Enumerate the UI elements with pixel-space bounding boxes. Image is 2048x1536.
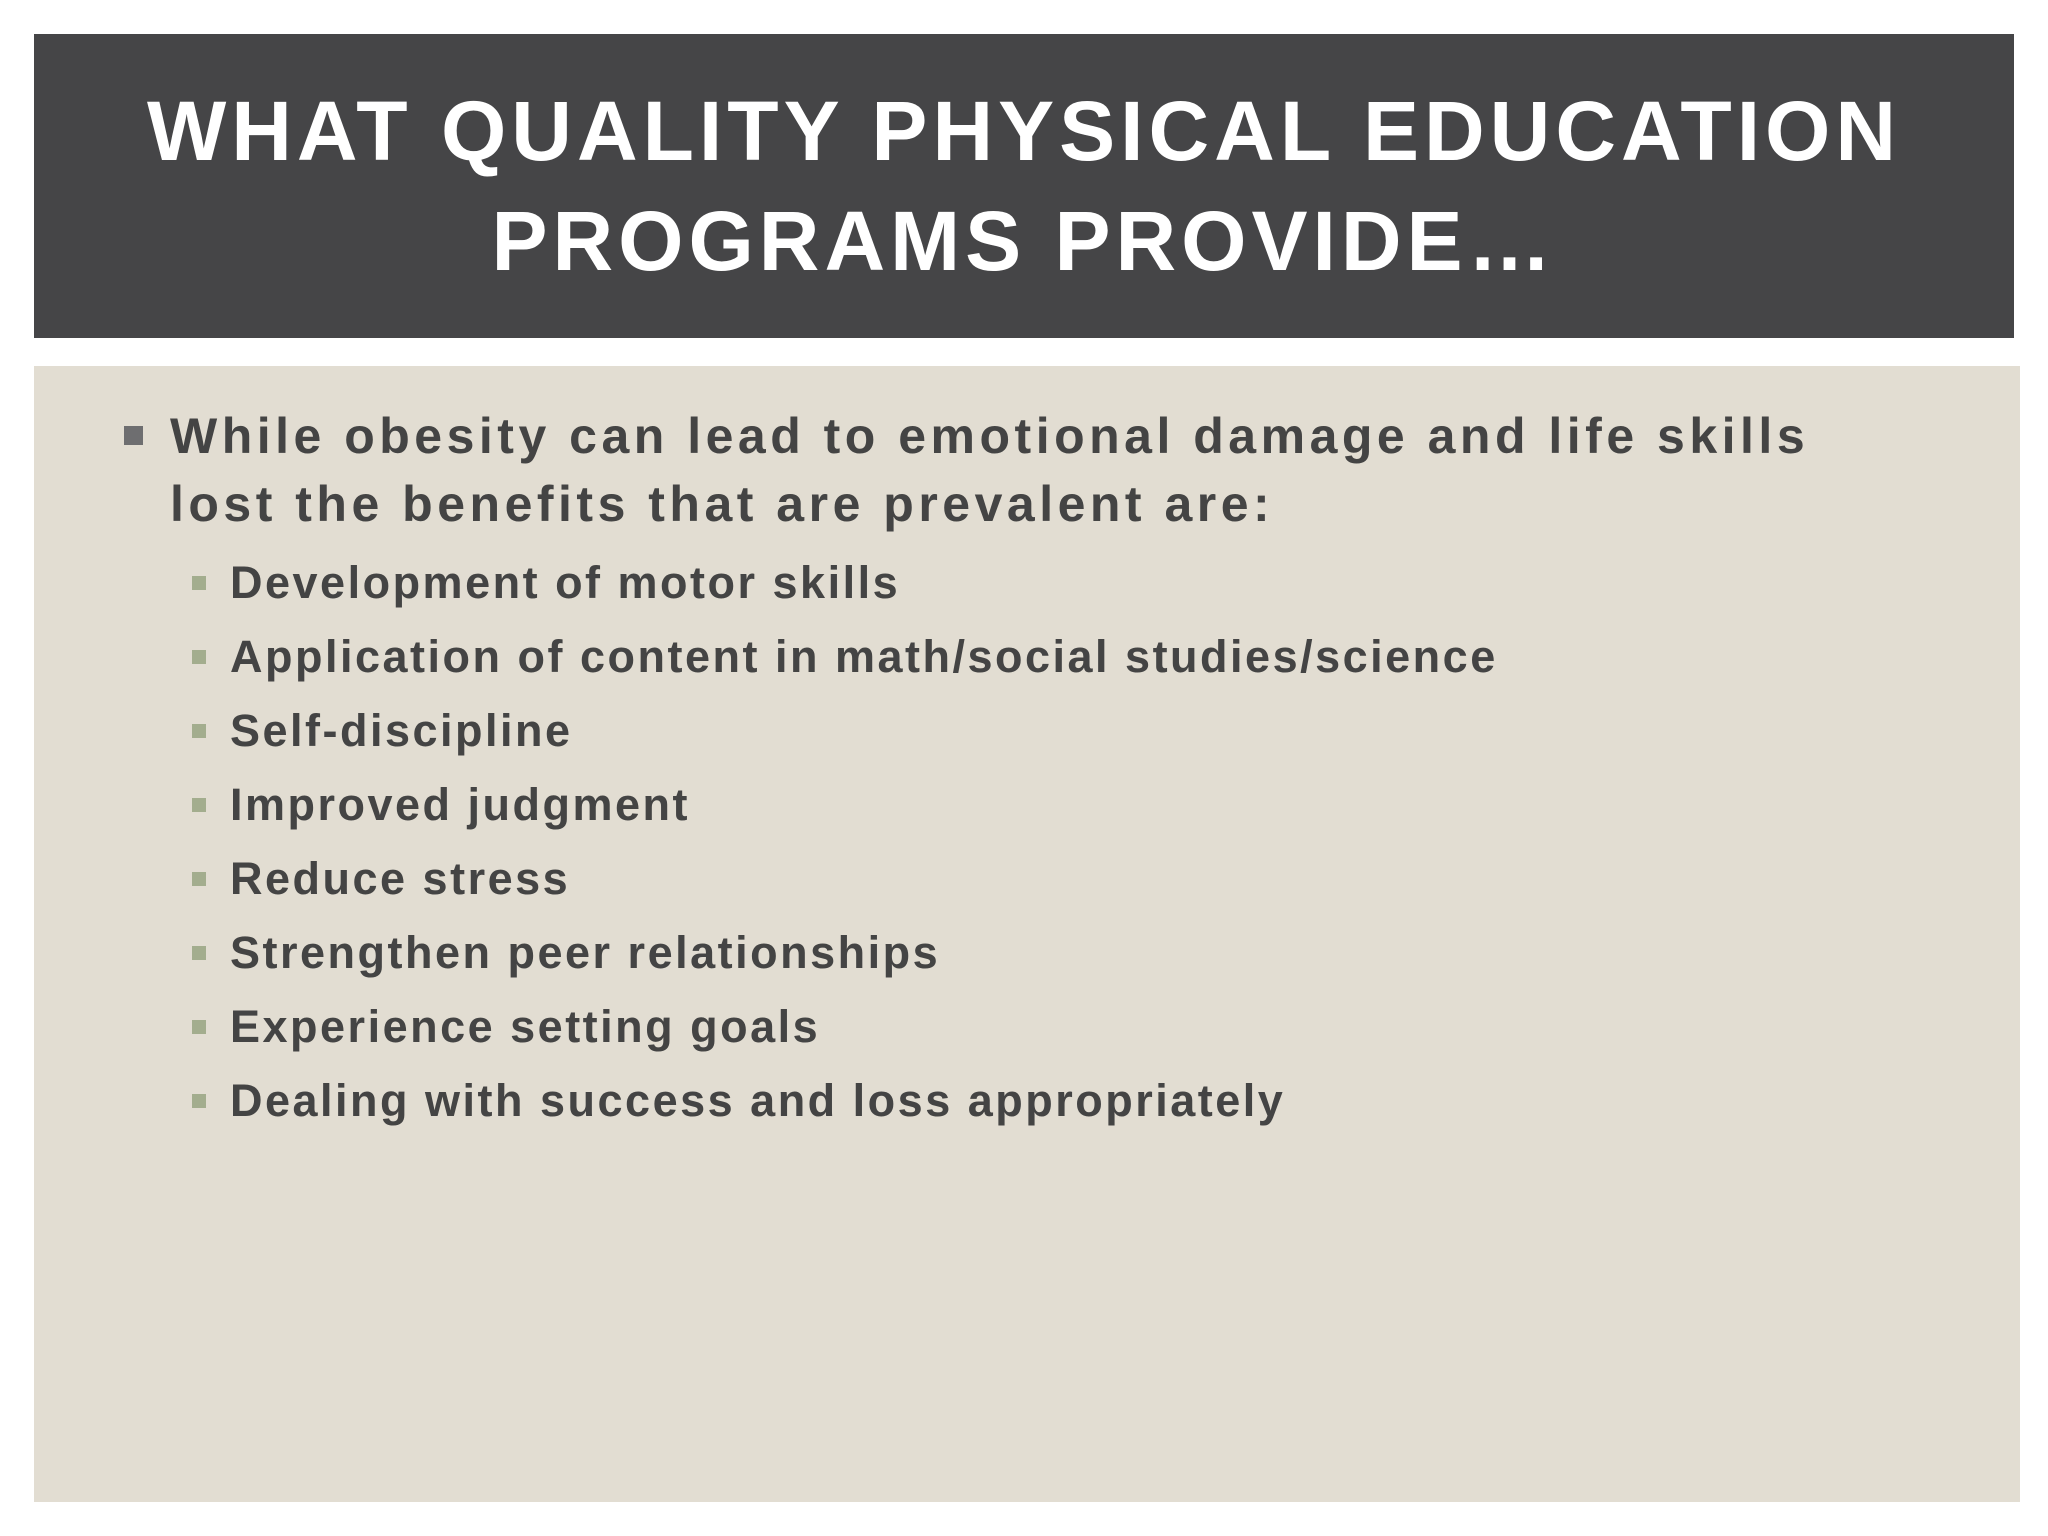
- main-bullet-text: While obesity can lead to emotional damage and life skills lost the benefits that are prevalent are:: [170, 408, 1810, 532]
- small-square-bullet-icon: [192, 576, 206, 590]
- small-square-bullet-icon: [192, 1020, 206, 1034]
- main-bullet-item: [124, 402, 1924, 538]
- sub-bullet-item: [192, 1064, 1892, 1138]
- sub-bullet-text: Development of motor skills: [230, 557, 901, 608]
- square-bullet-icon: [124, 426, 143, 445]
- sub-bullet-item: [192, 546, 1892, 620]
- sub-bullet-item: [192, 620, 1892, 694]
- sub-bullet-list: [192, 546, 1892, 1138]
- small-square-bullet-icon: [192, 946, 206, 960]
- sub-bullet-text: Experience setting goals: [230, 1001, 821, 1052]
- sub-bullet-item: [192, 916, 1892, 990]
- small-square-bullet-icon: [192, 1094, 206, 1108]
- sub-bullet-text: Strengthen peer relationships: [230, 927, 941, 978]
- sub-bullet-item: [192, 768, 1892, 842]
- sub-bullet-item: [192, 694, 1892, 768]
- sub-bullet-text: Self-discipline: [230, 705, 573, 756]
- sub-bullet-text: Dealing with success and loss appropriately: [230, 1075, 1286, 1126]
- small-square-bullet-icon: [192, 650, 206, 664]
- sub-bullet-item: [192, 990, 1892, 1064]
- small-square-bullet-icon: [192, 724, 206, 738]
- sub-bullet-text: Improved judgment: [230, 779, 691, 830]
- main-bullet-list: [124, 402, 1924, 538]
- slide-title: WHAT QUALITY PHYSICAL EDUCATION PROGRAMS PROVIDE…: [146, 84, 1902, 288]
- small-square-bullet-icon: [192, 872, 206, 886]
- sub-bullet-text: Reduce stress: [230, 853, 571, 904]
- sub-bullet-text: Application of content in math/social studies/science: [230, 631, 1498, 682]
- small-square-bullet-icon: [192, 798, 206, 812]
- slide-title-bar: [34, 34, 2014, 338]
- sub-bullet-item: [192, 842, 1892, 916]
- slide-content-panel: [34, 366, 2020, 1502]
